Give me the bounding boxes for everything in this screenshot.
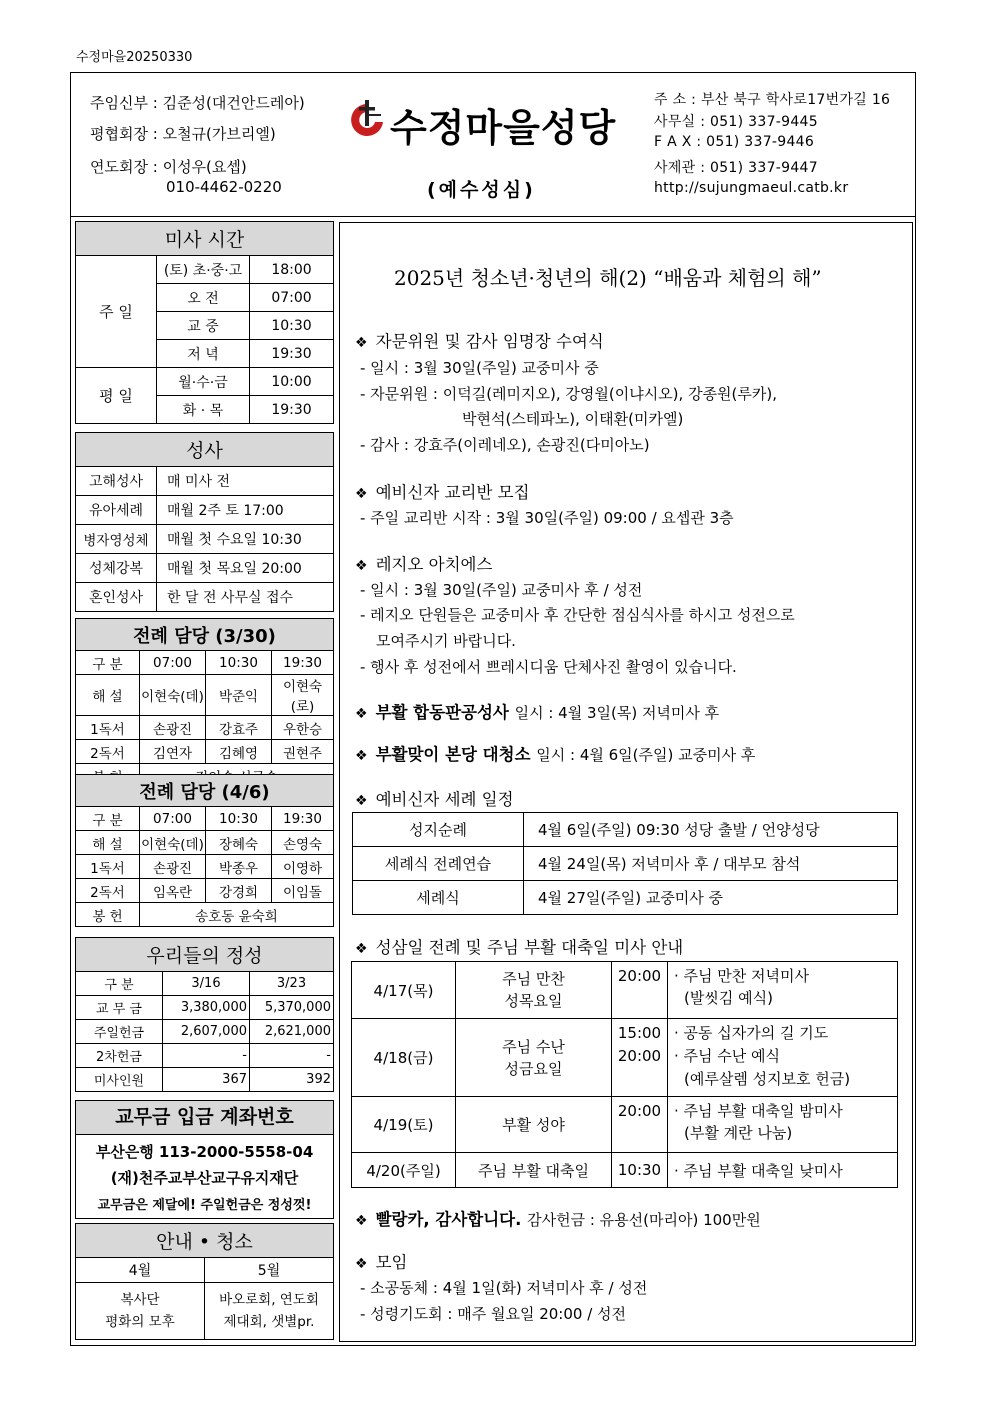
mass-time: 18:00 xyxy=(250,256,334,284)
triduum-date: 4/18(금) xyxy=(352,1019,456,1097)
offering-value: 2,621,000 xyxy=(250,1020,334,1044)
section-acies: ❖ 레지오 아치에스 xyxy=(355,555,493,574)
offerings-header: 3/23 xyxy=(250,972,334,996)
triduum-time: 20:00 xyxy=(612,962,668,1019)
account-title: 교무금 입금 계좌번호 xyxy=(76,1101,333,1135)
triduum-detail: · 주님 만찬 저녁미사 (발씻김 예식) xyxy=(668,962,898,1019)
rectory-line: 사제관 : 051) 337-9447 xyxy=(654,160,818,176)
liturgy-role: 봉 헌 xyxy=(76,903,140,927)
liturgy-role: 2독서 xyxy=(76,879,140,903)
baptism-detail: 4월 27일(주일) 교중미사 중 xyxy=(524,881,898,915)
liturgy-role: 해 설 xyxy=(76,831,140,855)
mass-name: 월·수·금 xyxy=(157,368,250,396)
acies-note-cont: 모여주시기 바랍니다. xyxy=(376,632,516,650)
liturgy-header: 19:30 xyxy=(272,651,334,675)
baptism-event: 세례식 xyxy=(353,881,524,915)
youth-line: 연도회장 : 이성우(요셉) xyxy=(90,158,247,176)
baptism-event: 세례식 전례연습 xyxy=(353,847,524,881)
offering-label: 미사인원 xyxy=(76,1068,163,1092)
triduum-date: 4/17(목) xyxy=(352,962,456,1019)
liturgy-header: 10:30 xyxy=(206,651,272,675)
church-name: 수정마을성당 xyxy=(390,106,617,150)
sacrament-name: 병자영성체 xyxy=(76,525,157,554)
liturgy-cell: 김연자 xyxy=(140,740,206,764)
offering-label: 교 무 금 xyxy=(76,996,163,1020)
liturgy-cell: 이영하 xyxy=(272,855,334,879)
liturgy-cell: 이현숙(데) xyxy=(140,675,206,716)
liturgy-header: 07:00 xyxy=(140,807,206,831)
liturgy-cell: 장혜숙 xyxy=(206,831,272,855)
acies-note: - 레지오 단원들은 교중미사 후 간단한 점심식사를 하시고 성전으로 xyxy=(360,606,795,624)
sacrament-info: 매월 첫 수요일 10:30 xyxy=(157,525,334,554)
cleaning-april: 복사단 평화의 모후 xyxy=(76,1283,205,1340)
triduum-name: 주님 부활 대축일 xyxy=(456,1153,612,1188)
offering-value: 367 xyxy=(163,1068,250,1092)
offering-value: 392 xyxy=(250,1068,334,1092)
catechumen-start: - 주일 교리반 시작 : 3월 30일(주일) 09:00 / 요셉관 3층 xyxy=(360,509,734,527)
office-line: 사무실 : 051) 337-9445 xyxy=(654,114,818,130)
liturgy-cell: 손광진 xyxy=(140,855,206,879)
offering-value: 2,607,000 xyxy=(163,1020,250,1044)
website-url[interactable]: http://sujungmaeul.catb.kr xyxy=(654,180,849,196)
baptism-event: 성지순례 xyxy=(353,813,524,847)
offerings-table xyxy=(75,937,334,1092)
triduum-name: 부활 성야 xyxy=(456,1097,612,1153)
sacraments-title: 성사 xyxy=(76,433,334,467)
section-confession: ❖ 부활 합동판공성사 일시 : 4월 3일(목) 저녁미사 후 xyxy=(355,703,720,722)
sacrament-name: 혼인성사 xyxy=(76,583,157,612)
acies-photo: - 행사 후 성전에서 쁘레시디움 단체사진 촬영이 있습니다. xyxy=(360,658,737,676)
cleaning-table xyxy=(75,1223,334,1340)
section-triduum: ❖ 성삼일 전례 및 주님 부활 대축일 미사 안내 xyxy=(355,938,684,957)
triduum-time: 20:00 xyxy=(612,1097,668,1153)
offering-value: 5,370,000 xyxy=(250,996,334,1020)
liturgy-cell: 우한승 xyxy=(272,716,334,740)
address-line: 주 소 : 부산 북구 학사로17번가길 16 xyxy=(654,92,891,108)
account-note: 교무금은 제달에! 주일헌금은 정성껏! xyxy=(97,1198,312,1213)
offering-label: 2차헌금 xyxy=(76,1044,163,1068)
offering-value: - xyxy=(250,1044,334,1068)
mass-name: 화 · 목 xyxy=(157,396,250,424)
liturgy-role: 1독서 xyxy=(76,716,140,740)
liturgy-cell: 강효주 xyxy=(206,716,272,740)
triduum-time: 15:00 20:00 xyxy=(612,1019,668,1097)
liturgy-header: 구 분 xyxy=(76,807,140,831)
appointment-auditors: - 감사 : 강효주(이레네오), 손광진(다미아노) xyxy=(360,436,650,454)
liturgy-cell: 손광진 xyxy=(140,716,206,740)
liturgy-role: 1독서 xyxy=(76,855,140,879)
liturgy-role: 2독서 xyxy=(76,740,140,764)
liturgy-header: 07:00 xyxy=(140,651,206,675)
mass-time: 10:00 xyxy=(250,368,334,396)
liturgy-header: 10:30 xyxy=(206,807,272,831)
weekday-label: 평 일 xyxy=(76,368,157,424)
sacrament-info: 매 미사 전 xyxy=(157,467,334,496)
sacrament-name: 고해성사 xyxy=(76,467,157,496)
cleaning-month: 4월 xyxy=(76,1258,205,1283)
baptism-schedule-table xyxy=(352,812,898,915)
bulletin-header xyxy=(70,72,916,217)
meeting-prayer: - 성령기도회 : 매주 월요일 20:00 / 성전 xyxy=(360,1305,627,1323)
pastor-line: 주임신부 : 김준성(대건안드레아) xyxy=(90,94,305,112)
offerings-header: 3/16 xyxy=(163,972,250,996)
meeting-small-community: - 소공동체 : 4월 1일(화) 저녁미사 후 / 성전 xyxy=(360,1279,648,1297)
liturgy-offering: 송호동 윤숙희 xyxy=(140,903,334,927)
liturgy-cell: 강경희 xyxy=(206,879,272,903)
mass-name: 오 전 xyxy=(157,284,250,312)
cleaning-month: 5월 xyxy=(205,1258,334,1283)
liturgy-cell: 박준익 xyxy=(206,675,272,716)
triduum-date: 4/19(토) xyxy=(352,1097,456,1153)
liturgy-table-0406 xyxy=(75,774,334,927)
triduum-date: 4/20(주일) xyxy=(352,1153,456,1188)
sacrament-name: 성체강복 xyxy=(76,554,157,583)
baptism-detail: 4월 24일(목) 저녁미사 후 / 대부모 참석 xyxy=(524,847,898,881)
liturgy-cell: 권현주 xyxy=(272,740,334,764)
sacrament-info: 한 달 전 사무실 접수 xyxy=(157,583,334,612)
section-appointment: ❖ 자문위원 및 감사 임명장 수여식 xyxy=(355,332,604,351)
triduum-table xyxy=(351,961,898,1188)
council-line: 평협회장 : 오철규(가브리엘) xyxy=(90,125,276,143)
sacraments-table xyxy=(75,432,334,612)
liturgy-table-0330 xyxy=(75,618,334,788)
offering-label: 주일헌금 xyxy=(76,1020,163,1044)
liturgy-cell: 이현숙(데) xyxy=(140,831,206,855)
sacrament-info: 매월 2주 토 17:00 xyxy=(157,496,334,525)
appointment-advisors: - 자문위원 : 이덕길(레미지오), 강영월(이냐시오), 강종원(루카), xyxy=(360,385,777,403)
mass-name: 교 중 xyxy=(157,312,250,340)
liturgy-role: 해 설 xyxy=(76,675,140,716)
liturgy-cell: 박종우 xyxy=(206,855,272,879)
triduum-name: 주님 만찬 성목요일 xyxy=(456,962,612,1019)
mass-time: 07:00 xyxy=(250,284,334,312)
baptism-detail: 4월 6일(주일) 09:30 성당 출발 / 언양성당 xyxy=(524,813,898,847)
liturgy-title: 전례 담당 (4/6) xyxy=(76,775,334,807)
mass-time: 19:30 xyxy=(250,340,334,368)
liturgy-cell: 이현숙(로) xyxy=(272,675,334,716)
mass-times-table xyxy=(75,221,334,424)
sacrament-name: 유아세례 xyxy=(76,496,157,525)
section-palanca: ❖ 빨랑카, 감사합니다. 감사헌금 : 유용선(마리아) 100만원 xyxy=(355,1210,761,1229)
cleaning-title: 안내 • 청소 xyxy=(76,1224,334,1258)
mass-time: 19:30 xyxy=(250,396,334,424)
triduum-detail: · 공동 십자가의 길 기도 · 주님 수난 예식 (예루살렘 성지보호 헌금) xyxy=(668,1019,898,1097)
main-title: 2025년 청소년·청년의 해(2) “배움과 체험의 해” xyxy=(394,266,822,290)
liturgy-header: 구 분 xyxy=(76,651,140,675)
liturgy-cell: 김혜영 xyxy=(206,740,272,764)
triduum-detail: · 주님 부활 대축일 밤미사 (부활 계란 나눔) xyxy=(668,1097,898,1153)
section-baptism: ❖ 예비신자 세례 일정 xyxy=(355,790,514,809)
offerings-title: 우리들의 정성 xyxy=(76,938,334,972)
liturgy-title: 전례 담당 (3/30) xyxy=(76,619,334,651)
cleaning-may: 바오로회, 연도회 제대회, 샛별pr. xyxy=(205,1283,334,1340)
mass-name: (토) 초·중·고 xyxy=(157,256,250,284)
section-cleaning: ❖ 부활맞이 본당 대청소 일시 : 4월 6일(주일) 교중미사 후 xyxy=(355,745,756,764)
section-meetings: ❖ 모임 xyxy=(355,1253,408,1272)
sacrament-info: 매월 첫 목요일 20:00 xyxy=(157,554,334,583)
liturgy-cell: 이임돌 xyxy=(272,879,334,903)
account-box xyxy=(75,1100,334,1219)
mass-time: 10:30 xyxy=(250,312,334,340)
offering-value: - xyxy=(163,1044,250,1068)
youth-phone: 010-4462-0220 xyxy=(166,178,282,196)
liturgy-cell: 임옥란 xyxy=(140,879,206,903)
appointment-advisors-cont: 박현석(스테파노), 이태환(미카엘) xyxy=(462,410,684,428)
offering-value: 3,380,000 xyxy=(163,996,250,1020)
acies-date: - 일시 : 3월 30일(주일) 교중미사 후 / 성전 xyxy=(360,581,643,599)
account-number: 부산은행 113-2000-5558-04 xyxy=(95,1143,314,1161)
fax-line: F A X : 051) 337-9446 xyxy=(654,134,815,150)
sunday-label: 주 일 xyxy=(76,256,157,368)
liturgy-cell: 손영숙 xyxy=(272,831,334,855)
sunday-name: (예수성심) xyxy=(427,179,536,201)
triduum-name: 주님 수난 성금요일 xyxy=(456,1019,612,1097)
triduum-detail: · 주님 부활 대축일 낮미사 xyxy=(668,1153,898,1188)
liturgy-header: 19:30 xyxy=(272,807,334,831)
offerings-header: 구 분 xyxy=(76,972,163,996)
mass-name: 저 녁 xyxy=(157,340,250,368)
account-holder: (재)천주교부산교구유지재단 xyxy=(110,1169,299,1187)
triduum-time: 10:30 xyxy=(612,1153,668,1188)
church-logo-icon xyxy=(345,98,389,142)
appointment-date: - 일시 : 3월 30일(주일) 교중미사 중 xyxy=(360,359,599,377)
document-id: 수정마을20250330 xyxy=(76,50,193,65)
mass-times-title: 미사 시간 xyxy=(76,222,334,256)
section-catechumen: ❖ 예비신자 교리반 모집 xyxy=(355,483,530,502)
